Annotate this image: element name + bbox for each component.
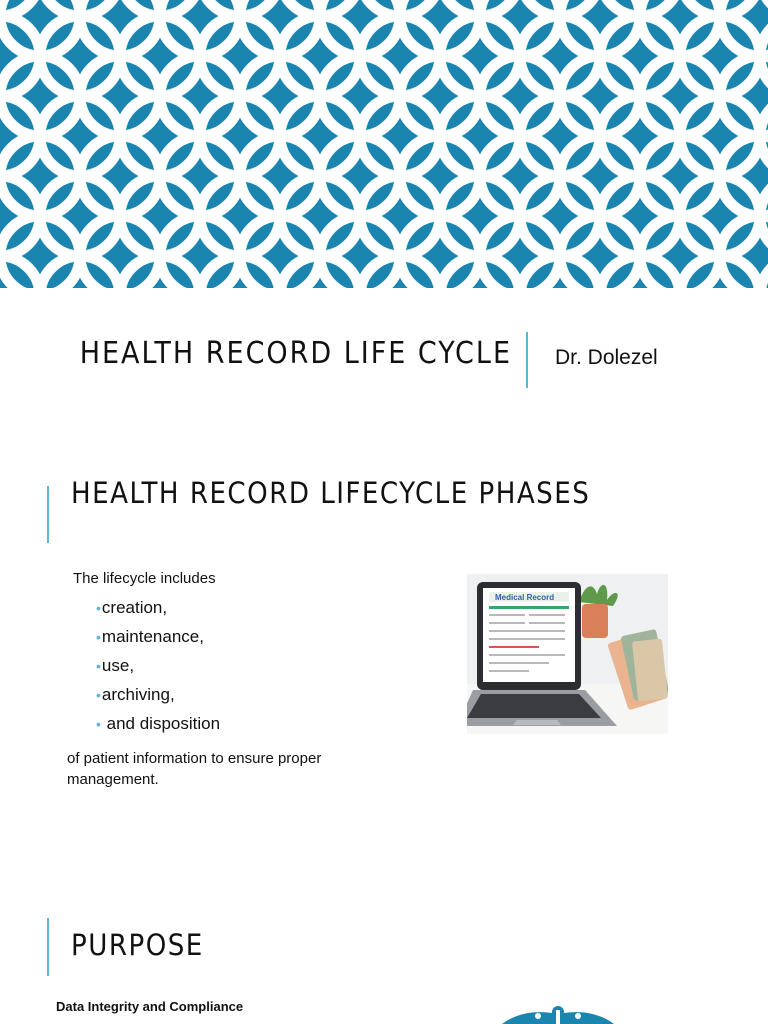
author-name: Dr. Dolezel [555, 346, 658, 369]
list-item-text: maintenance, [101, 627, 204, 646]
list-item [96, 654, 220, 683]
list-item [96, 683, 220, 712]
section-heading-purpose: PURPOSE [71, 928, 204, 962]
bullet-icon: • [96, 658, 101, 674]
list-item [96, 596, 220, 625]
list-item-text: and disposition [101, 714, 221, 733]
svg-text:Medical Record: Medical Record [495, 593, 555, 602]
heading-accent-bar [47, 918, 49, 976]
outro-text: of patient information to ensure proper management. [67, 750, 322, 788]
phase-list [96, 596, 220, 741]
list-item-text: archiving, [101, 685, 175, 704]
list-item-text: use, [101, 656, 135, 675]
intro-text: The lifecycle includes [73, 570, 216, 587]
decorative-banner [0, 0, 768, 288]
heading-accent-bar [47, 486, 49, 543]
title-divider [526, 332, 528, 388]
bullet-icon: • [96, 600, 101, 616]
circle-pattern-icon [0, 0, 768, 288]
emblem-icon [498, 1006, 618, 1024]
list-item-text: creation, [101, 598, 168, 617]
bullet-icon: • [96, 629, 101, 645]
laptop-medical-record-photo [467, 574, 668, 734]
page-title: HEALTH RECORD LIFE CYCLE [79, 336, 512, 371]
bullet-icon: • [96, 687, 101, 703]
list-item [96, 712, 220, 741]
bullet-icon: • [96, 716, 101, 732]
section-heading-phases: HEALTH RECORD LIFECYCLE PHASES [71, 476, 591, 510]
list-item [96, 625, 220, 654]
title-slide [0, 288, 768, 428]
purpose-subheading: Data Integrity and Compliance [56, 999, 244, 1014]
